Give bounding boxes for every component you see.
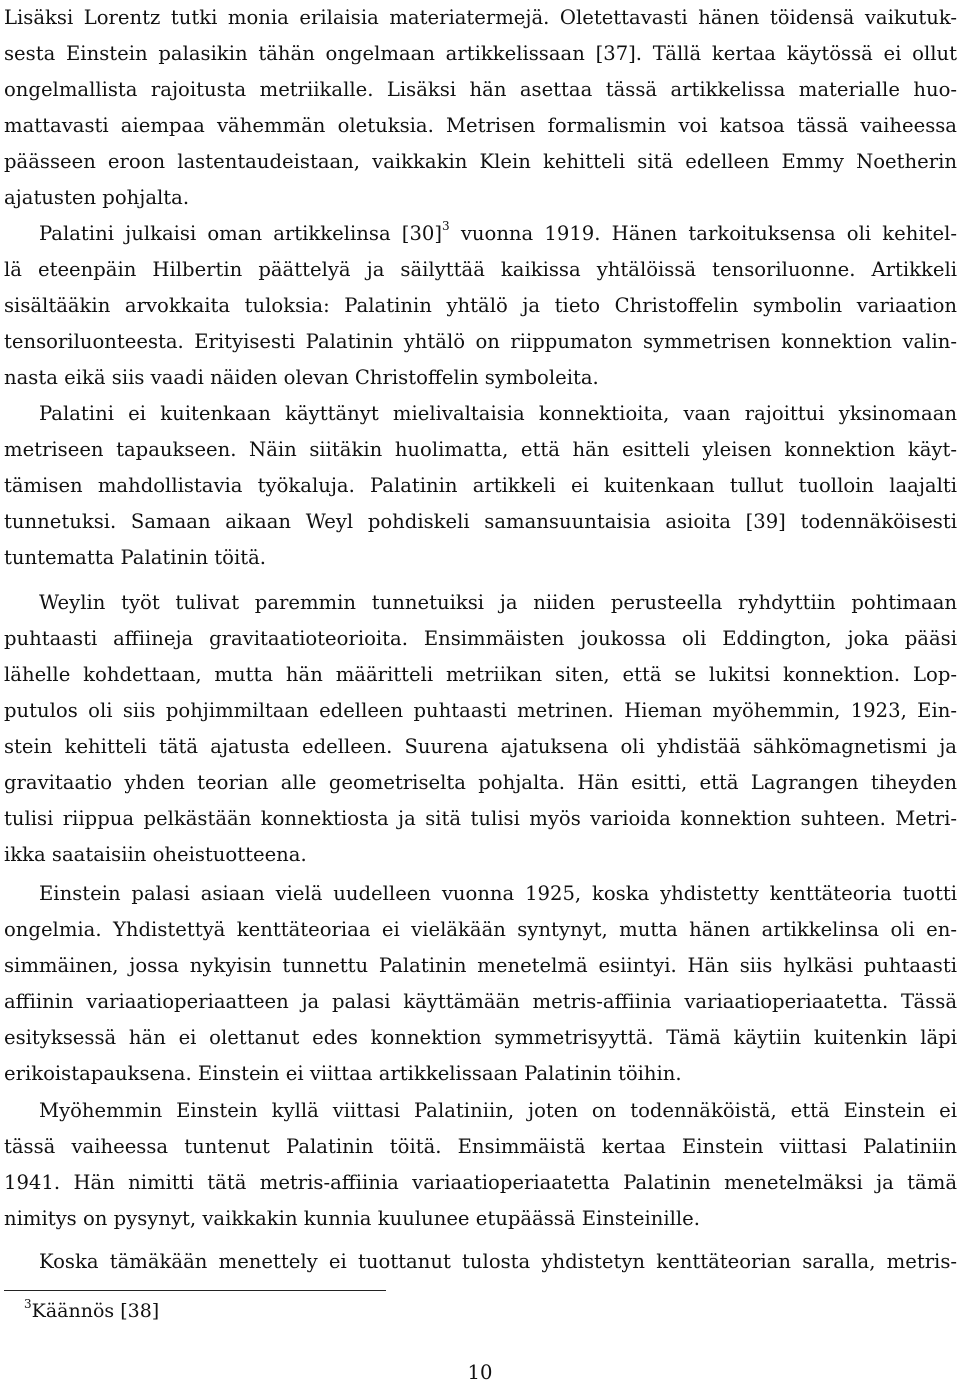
footnote [24,1293,159,1329]
text-line [39,216,957,252]
text-line: Weylin työt tulivat paremmin tunnetuiksi ja niiden perusteella ryhdyttiin pohtimaan [39,591,957,614]
text-line: gravitaatio yhden teorian alle geometriselta pohjalta. Hän esitti, että Lagrangen tiheyden [4,771,957,794]
text-span: Palatini julkaisi oman artikkelinsa [30] [39,222,443,245]
text-line: ikka saataisiin oheistuotteena. [4,843,307,866]
text-line: Einstein palasi asiaan vielä uudelleen vuonna 1925, koska yhdistetty kenttäteoria tuotti [39,882,957,905]
text-line: tensoriluonteesta. Erityisesti Palatinin yhtälö on riippumaton symmetrisen konnektion valin- [4,330,957,353]
footnote-marker: 3 [24,1296,32,1311]
text-line: simmäinen, jossa nykyisin tunnettu Palatinin menetelmä esiintyi. Hän siis hylkäsi puhtaasti [4,954,957,977]
text-line: affiinin variaatioperiaatteen ja palasi käyttämään metris-affiinia variaatioperiaatetta. Tässä [4,990,957,1013]
text-line: tuntematta Palatinin töitä. [4,546,267,569]
text-line: ajatusten pohjalta. [4,186,190,209]
footnote-text: Käännös [38] [31,1300,160,1322]
text-line: nimitys on pysynyt, vaikkakin kunnia kuulunee etupäässä Einsteinille. [4,1207,700,1230]
text-line: sisältääkin arvokkaita tuloksia: Palatinin yhtälö ja tieto Christoffelin symbolin variaation [4,294,957,317]
text-line: stein kehitteli tätä ajatusta edelleen. Suurena ajatuksena oli yhdistää sähkömagnetismi ja [4,735,957,758]
text-line: 1941. Hän nimitti tätä metris-affiinia variaatioperiaatetta Palatinin menetelmäksi ja tämä [4,1171,957,1194]
text-line: nasta eikä siis vaadi näiden olevan Christoffelin symboleita. [4,366,599,389]
text-line: tässä vaiheessa tuntenut Palatinin töitä. Ensimmäistä kertaa Einstein viittasi Palatiniin [4,1135,957,1158]
text-span: vuonna 1919. Hänen tarkoituksensa oli kehitel- [449,222,958,245]
text-line: erikoistapauksena. Einstein ei viittaa artikkelissaan Palatinin töihin. [4,1062,682,1085]
text-line: Lisäksi Lorentz tutki monia erilaisia materiatermejä. Oletettavasti hänen töidensä vaikutuk- [4,6,957,29]
text-line: Palatini ei kuitenkaan käyttänyt mielivaltaisia konnektioita, vaan rajoittui yksinomaan [39,402,957,425]
text-line: päässeen eroon lastentaudeistaan, vaikkakin Klein kehitteli sitä edelleen Emmy Noetherin [4,150,957,173]
text-line: lähelle kohdettaan, mutta hän määritteli metriikan siten, että se lukitsi konnektion. Lop- [4,663,957,686]
text-line: ongelmia. Yhdistettyä kenttäteoriaa ei vieläkään syntynyt, mutta hänen artikkelinsa oli en- [4,918,957,941]
text-line: putulos oli siis pohjimmiltaan edelleen puhtaasti metrinen. Hieman myöhemmin, 1923, Ein- [4,699,957,722]
text-line: Koska tämäkään menettely ei tuottanut tulosta yhdistetyn kenttäteorian saralla, metris- [39,1250,957,1273]
text-line: metriseen tapaukseen. Näin siitäkin huolimatta, että hän esitteli yleisen konnektion käyt- [4,438,957,461]
text-line: esityksessä hän ei olettanut edes konnektion symmetrisyyttä. Tämä käytiin kuitenkin läpi [4,1026,957,1049]
footnote-ref: 3 [442,219,450,234]
text-line: tämisen mahdollistavia työkaluja. Palatinin artikkeli ei kuitenkaan tullut tuolloin laajalti [4,474,957,497]
text-line: ongelmallista rajoitusta metriikalle. Lisäksi hän asettaa tässä artikkelissa materialle huo- [4,78,957,101]
text-line: tunnetuksi. Samaan aikaan Weyl pohdiskeli samansuuntaisia asioita [39] todennäköisesti [4,510,957,533]
footnote-divider [4,1290,386,1291]
text-line: puhtaasti affiineja gravitaatioteorioita. Ensimmäisten joukossa oli Eddington, joka pääsi [4,627,957,650]
page-number: 10 [467,1361,493,1384]
text-line: sesta Einstein palasikin tähän ongelmaan artikkelissaan [37]. Tällä kertaa käytössä ei ollut [4,42,957,65]
text-line: lä eteenpäin Hilbertin päättelyä ja säilyttää kaikissa yhtälöissä tensoriluonne. Artikkeli [4,258,957,281]
text-line: tulisi riippua pelkästään konnektiosta ja sitä tulisi myös varioida konnektion suhteen. Metri- [4,807,957,830]
text-line: mattavasti aiempaa vähemmän oletuksia. Metrisen formalismin voi katsoa tässä vaiheessa [4,114,957,137]
text-line: Myöhemmin Einstein kyllä viittasi Palatiniin, joten on todennäköistä, että Einstein ei [39,1099,957,1122]
